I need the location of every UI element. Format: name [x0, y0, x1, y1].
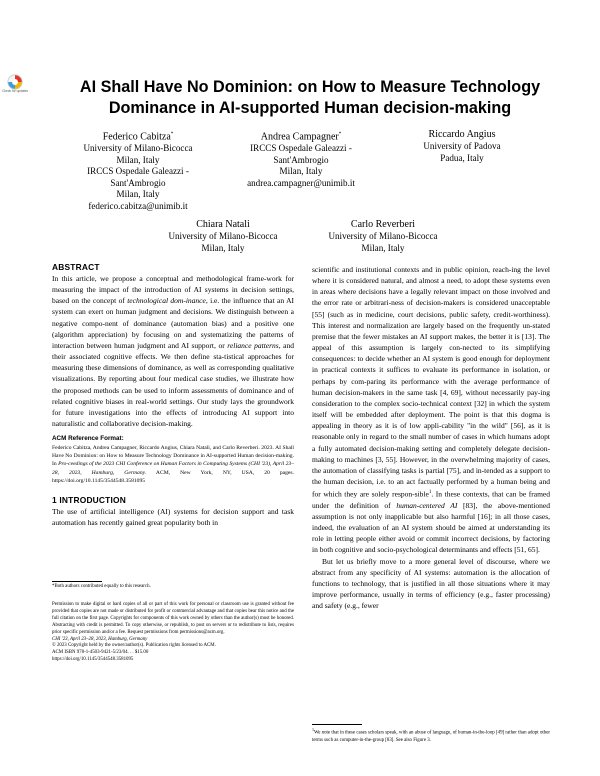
left-column: [52, 262, 294, 528]
permission-text: Permission to make digital or hard copies of all or part of this work for personal or classroom use is granted without fee provided that copies are not made or distributed for profit or commercial advantage and that copies bear this notice and the full citation on the first page. Copyrights for components of this work owned by others than the author(s) must be honored. Abstracting with credit is permitted. To copy otherwise, or republish, to post on servers or to redistribute to lists, requires prior specific permission and/or a fee. Request permissions from permissions@acm.org.: [52, 602, 294, 635]
author-block-5: Carlo Reverberi University of Milano-Bicocca Milan, Italy: [310, 218, 456, 254]
author-block-3: Riccardo Angius University of Padova Padua, Italy: [392, 128, 532, 164]
right-paragraph-1: scientific and institutional contexts and in public opinion, reach-ing the level where it is considered natural, and almost a need, to adopt these systems even in areas where decisions have a legally relevant impact on those involved and the error rate or arbitrari-ness of decision-makers is considered unacceptable [55] (such as in medicine, court decisions, public safety, credit-worthiness). This interest and normalization are largely based on the frequently un-stated premise that the fewer mistakes an AI support makes, the better it is [13]. The appeal of this assumption is largely con-nected to its simplifying consequences: to decide whether an AI system is good enough for deployment in practical contexts it suffices to evaluate its performance in isolation, or perhaps by com-paring its performance with the average performance of human decision-makers in the same task [4, 69], without necessarily pay-ing consideration to the complex socio-technical context [32] in which the system itself will be embedded after deployment. The point is that this dogma is appealing in theory as it is of low appli-cability "in the wild" [56], as it is reasonable only in regard to the small number of cases in which humans adopt a fully automated decision-making setting and completely delegate decision-making to machines [3, 55]. However, in the overwhelming majority of cases, the automation of classifying tasks is partial [75], and in-tended as a support to the human decision, i.e. to an act factually performed by a human being and for which they are solely respon-sible$^1$. In these contexts, that can be framed under the definition of human-centered AI [83], the above-mentioned assumption is not only inapplicable but also harmful [16]; in all those cases, indeed, the evaluation of an AI system should be aimed at understanding its role in letting people either avoid or commit incorrect decisions, by factoring in both cognitive and socio-psychological determinants and effects [51, 65].: [312, 265, 551, 555]
author-name: Andrea Campagner: [260, 131, 339, 143]
abstract-heading: ABSTRACT: [52, 262, 100, 272]
reference-format-heading: ACM Reference Format:: [52, 435, 124, 443]
paper-title: AI Shall Have No Dominion: on How to Measure Technology Dominance in AI-supported Human decision-making: [79, 78, 541, 117]
footnote-divider: [52, 581, 102, 582]
venue-line: CHI '23, April 23–28, 2023, Hamburg, Germany: [52, 636, 148, 642]
reference-format-text: Federico Cabitza, Andrea Campagner, Riccardo Angius, Chiara Natali, and Carlo Reverberi. 2023. AI Shall Have No Dominion: on How to Measure Technology Dominance in AI-supported Human decision-making. In Pro-ceedings of the 2023 CHI Conference on Human Factors in Computing Systems (CHI '23), April 23–28, 2023, Hamburg, Germany. ACM, New York, NY, USA, 20 pages. https://doi.org/10.1145/3544548.3581095: [52, 444, 294, 484]
doi-link[interactable]: https://doi.org/10.1145/3544548.3581095: [52, 657, 134, 663]
author-name: Chiara Natali: [196, 219, 250, 230]
author-block-4: Chiara Natali University of Milano-Bicocca Milan, Italy: [150, 218, 296, 254]
author-name: Riccardo Angius: [428, 129, 496, 140]
author-email[interactable]: federico.cabitza@unimib.it: [88, 200, 188, 211]
right-paragraph-2: But let us briefly move to a more general level of discourse, where we abstract from any specificity of AI systems: automation is the allocation of functions to technology, that is justified in all those situations where it may improve performance, usually in terms of efficiency (e.g., faster processing) and safety (e.g., fewer: [312, 556, 550, 611]
introduction-text: The use of artificial intelligence (AI) systems for decision support and task automation has recently gained great popularity both in: [52, 507, 294, 528]
right-column: [312, 264, 550, 611]
author-name: Federico Cabitza: [102, 131, 171, 143]
check-for-updates-badge[interactable]: [2, 74, 28, 98]
author-block-1: Federico Cabitza* University of Milano-Bicocca Milan, Italy IRCCS Ospedale Galeazzi - Sant'Ambrogio Milan, Italy federico.cabitza@unimib.it: [66, 128, 210, 212]
badge-label: Check for updates: [2, 89, 28, 93]
abstract-text: In this article, we propose a conceptual and methodological frame-work for measuring the impact of the introduction of AI systems in decision settings, based on the concept of technological dom-inance, i.e. the influence that an AI system can exert on human judgment and decisions. We distinguish between a negative compo-nent of dominance (automation bias) and a positive one (algorithm appreciation) by focusing on and systematizing the patterns of interaction between human judgment and AI support, or reliance patterns, and their associated cognitive effects. We then define sta-tistical approaches for measuring these dimensions of dominance, as well as corresponding qualitative visualizations. By reporting about four medical case studies, we illustrate how the proposed methods can be used to inform assessments of dominance and of related cognitive biases in real-world settings. Our study lays the groundwork for future investigations into the effects of introducing AI support into naturalistic and collaborative decision-making.: [52, 274, 294, 429]
footnote-equal-contribution: *Both authors contributed equally to this research.: [52, 584, 151, 589]
footnote-divider-right: [312, 724, 362, 725]
author-block-2: Andrea Campagner* IRCCS Ospedale Galeazzi - Sant'Ambrogio Milan, Italy andrea.campagner@unimib.it: [228, 128, 374, 189]
crossmark-icon: [7, 74, 23, 90]
footnote-1: $^1$We note that in these cases scholars speak, with an abuse of language, of human-in-the-loop [49] rather than adopt other terms such as computer-in-the-group [83]. See also Figure 3.: [312, 727, 550, 743]
permission-block: [52, 602, 294, 664]
author-email[interactable]: andrea.campagner@unimib.it: [247, 177, 355, 188]
isbn-line: ACM ISBN 978-1-4503-9421-5/23/04. . . $15.00: [52, 650, 149, 656]
introduction-heading: 1 INTRODUCTION: [52, 495, 126, 506]
author-name: Carlo Reverberi: [350, 219, 416, 230]
copyright-line: © 2023 Copyright held by the owner/author(s). Publication rights licensed to ACM.: [52, 643, 216, 649]
